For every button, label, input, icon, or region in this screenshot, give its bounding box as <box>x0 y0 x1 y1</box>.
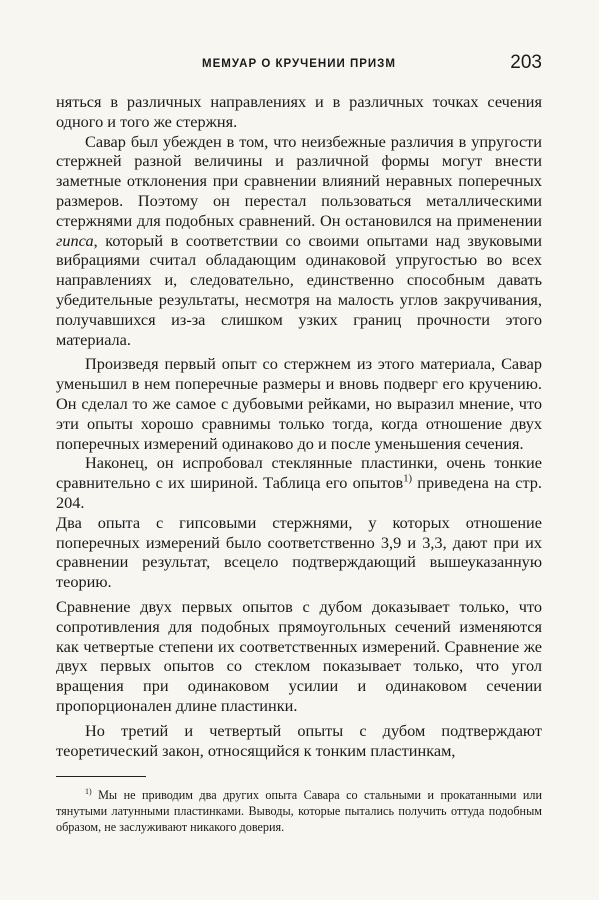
footnote-reference: 1) <box>403 473 413 485</box>
paragraph-text: Наконец, он испробовал стеклянные пластинки, очень тонкие сравнительно с их шириной. Таблица его опытов <box>56 453 542 493</box>
paragraph-first-experiment: Произведя первый опыт со стержнем из этого материала, Савар уменьшил в нем поперечные размеры и вновь подверг его кручению. Он сделал то же самое с дубовыми рейками, но выразил мнение, что эти опыты хорошо сравнимы только тогда, когда отношение двух поперечных измерений одинаково до и после уменьшения сечения. <box>56 354 542 453</box>
footnote <box>56 787 542 835</box>
footnote-divider <box>56 776 146 777</box>
paragraph-savart-plaster <box>56 132 542 350</box>
body-text <box>56 92 542 760</box>
paragraph-continuation: няться в различных направлениях и в различных точках сечения одного и того же стержня. <box>56 92 542 131</box>
running-head <box>56 54 542 84</box>
paragraph-text: приведена на стр. 204. <box>56 473 542 512</box>
paragraph-text: Савар был убежден в том, что неизбежные различия в упругости стержней разной величины и различной формы могут внести заметные отклонения при сравнении влияний неравных поперечных размеров. Поэтому он перестал пользоваться металлическими стержнями для подобных сравнений. Он остановился на применении <box>56 131 542 230</box>
italic-term: гипса <box>56 230 94 250</box>
page-number: 203 <box>510 52 542 73</box>
paragraph-third-fourth-experiments: Но третий и четвертый опыты с дубом подтверждают теоретический закон, относящийся к тонким пластинкам, <box>56 720 542 760</box>
footnote-marker: 1) <box>85 786 92 796</box>
paragraph-text: , который в соответствии со своими опытами над звуковыми вибрациями считал обладающим одинаковой упругостью во всех направлениях и, следовательно, единственно способным давать убедительные результаты, несмотря на малость углов закручивания, получавшихся из-за слишком узких границ прочности этого материала. <box>56 230 542 349</box>
paragraph-oak-comparison: Сравнение двух первых опытов с дубом доказывает только, что сопротивления для подобных прямоугольных сечений изменяются как четвертые степени их соответственных измерений. Сравнение же двух первых опытов со стеклом показывает только, что угол вращения при одинаковом усилии и одинаковом сечении пропорционален длине пластинки. <box>56 596 542 715</box>
paragraph-plaster-rods: Два опыта с гипсовыми стержнями, у которых отношение поперечных измерений было соответственно 3,9 и 3,3, дают при их сравнении результат, всецело подтверждающий вышеуказанную теорию. <box>56 512 542 592</box>
running-title: МЕМУАР О КРУЧЕНИИ ПРИЗМ <box>202 58 396 70</box>
footnote-text: Мы не приводим два других опыта Савара со стальными и прокатанными или тянутыми латунными пластинками. Выводы, которые пытались получить оттуда подобным образом, не заслуживают никакого доверия. <box>56 788 542 834</box>
paragraph-glass-plates <box>56 453 542 512</box>
